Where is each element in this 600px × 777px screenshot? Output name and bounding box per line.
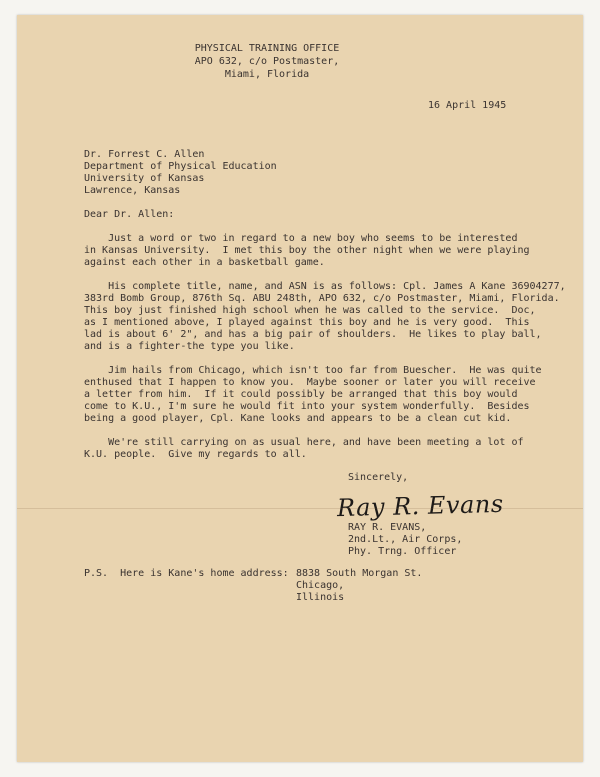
salutation: Dear Dr. Allen: [84,209,175,220]
body-line: 383rd Bomb Group, 876th Sq. ABU 248th, APO 632, c/o Postmaster, Miami, Florida. [84,293,560,304]
recipient-city: Lawrence, Kansas [84,185,181,196]
letterhead-city: Miami, Florida [224,69,310,80]
body-line: being a good player, Cpl. Kane looks and appears to be a clean cut kid. [84,413,512,424]
letterhead-office: PHYSICAL TRAINING OFFICE [194,43,340,54]
letter-page [17,15,583,762]
postscript-state: Illinois [296,592,345,603]
body-line: This boy just finished high school when he was called to the service. Doc, [84,305,536,316]
body-line: a letter from him. If it could possibly be arranged that this boy would [84,389,518,400]
postscript-label: P.S. Here is Kane's home address: [84,568,289,579]
letterhead-apo: APO 632, c/o Postmaster, [194,56,340,67]
paper-fold-crease [17,508,583,509]
body-line: lad is about 6' 2", and has a big pair of shoulders. He likes to play ball, [84,329,542,340]
handwritten-signature: Ray R. Evans [336,489,504,523]
recipient-name: Dr. Forrest C. Allen [84,149,205,160]
postscript-street: 8838 South Morgan St. [296,568,423,579]
signer-name: RAY R. EVANS, [348,522,427,533]
body-line: His complete title, name, and ASN is as follows: Cpl. James A Kane 36904277, [84,281,566,292]
body-line: against each other in a basketball game. [84,257,325,268]
signer-rank: 2nd.Lt., Air Corps, [348,534,463,545]
body-line: and is a fighter-the type you like. [84,341,295,352]
body-line: as I mentioned above, I played against this boy and he is very good. This [84,317,530,328]
recipient-department: Department of Physical Education [84,161,277,172]
body-line: K.U. people. Give my regards to all. [84,449,307,460]
body-line: in Kansas University. I met this boy the other night when we were playing [84,245,530,256]
postscript-city: Chicago, [296,580,345,591]
body-line: enthused that I happen to know you. Maybe sooner or later you will receive [84,377,536,388]
recipient-university: University of Kansas [84,173,205,184]
body-line: Just a word or two in regard to a new boy who seems to be interested [84,233,518,244]
closing: Sincerely, [348,472,409,483]
body-line: We're still carrying on as usual here, and have been meeting a lot of [84,437,524,448]
letter-date: 16 April 1945 [428,100,507,111]
body-line: come to K.U., I'm sure he would fit into your system wonderfully. Besides [84,401,530,412]
signer-title: Phy. Trng. Officer [348,546,457,557]
body-line: Jim hails from Chicago, which isn't too far from Buescher. He was quite [84,365,542,376]
